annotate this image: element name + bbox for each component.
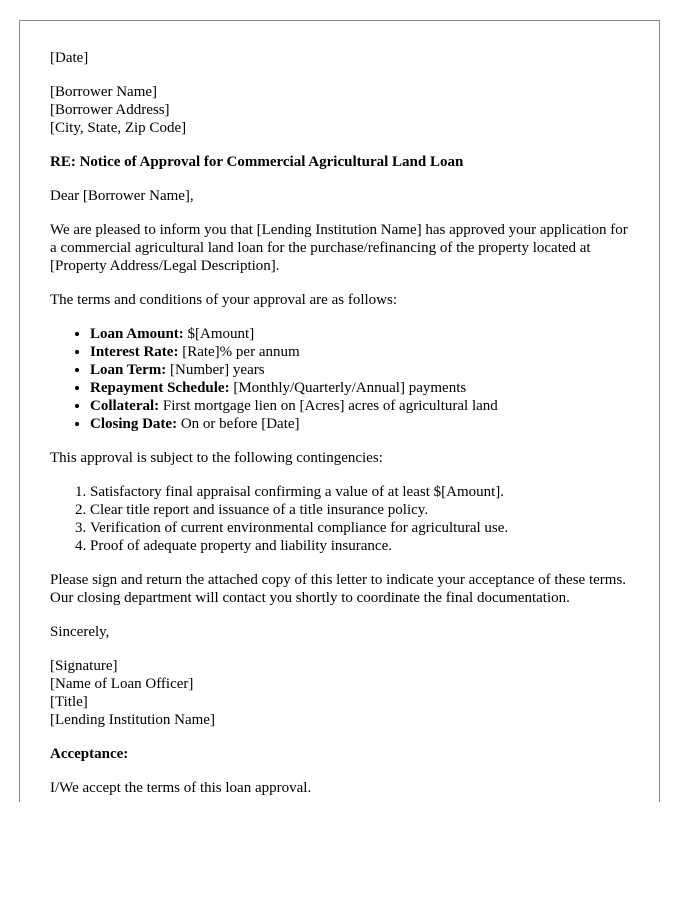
term-label: Closing Date: [90,416,178,432]
terms-intro: The terms and conditions of your approval are as follows: [50,292,397,308]
term-value: [Number] years [166,362,265,378]
lending-institution: [Lending Institution Name] [50,712,215,728]
borrower-address: [Borrower Address] [50,102,170,118]
term-item-interest-rate [90,343,635,361]
term-item-collateral [90,397,635,415]
signature-line: [Signature] [50,658,118,674]
contingency-item: 1. Satisfactory final appraisal confirming a value of at least $[Amount]. [90,483,635,501]
signature-block [50,657,635,729]
term-item-closing-date [90,415,635,433]
term-label: Loan Term: [90,362,167,378]
letter-page [19,20,660,802]
term-item-repayment-schedule [90,379,635,397]
salutation: Dear [Borrower Name], [50,188,194,204]
letter-content [50,49,635,797]
contingency-item: 3. Verification of current environmental compliance for agricultural use. [90,519,635,537]
term-label: Collateral: [90,398,160,414]
contingencies-intro: This approval is subject to the following contingencies: [50,450,383,466]
acceptance-text: I/We accept the terms of this loan approval. [50,780,312,796]
term-item-loan-term [90,361,635,379]
borrower-city-state-zip: [City, State, Zip Code] [50,120,187,136]
contingency-item: 4. Proof of adequate property and liability insurance. [90,537,635,555]
closing-paragraph: Please sign and return the attached copy of this letter to indicate your acceptance of these terms. Our closing department will contact you shortly to coordinate the final documentation. [50,572,627,606]
term-label: Interest Rate: [90,344,179,360]
intro-paragraph: We are pleased to inform you that [Lending Institution Name] has approved your application for a commercial agricultural land loan for the purchase/refinancing of the property located at [Property Address/Legal Description]. [50,222,628,274]
term-value: On or before [Date] [177,416,300,432]
contingency-item: 2. Clear title report and issuance of a title insurance policy. [90,501,635,519]
term-value: [Rate]% per annum [178,344,300,360]
term-label: Repayment Schedule: [90,380,230,396]
term-value: $[Amount] [183,326,255,342]
loan-officer-name: [Name of Loan Officer] [50,676,194,692]
borrower-address-block [50,83,635,137]
contingencies-list [50,483,635,555]
term-value: First mortgage lien on [Acres] acres of agricultural land [159,398,498,414]
borrower-name: [Borrower Name] [50,84,158,100]
acceptance-heading: Acceptance: [50,746,129,762]
term-item-loan-amount [90,325,635,343]
subject-line: RE: Notice of Approval for Commercial Agricultural Land Loan [50,154,464,170]
term-label: Loan Amount: [90,326,184,342]
term-value: [Monthly/Quarterly/Annual] payments [229,380,467,396]
terms-list [50,325,635,433]
sign-off: Sincerely, [50,624,110,640]
loan-officer-title: [Title] [50,694,88,710]
date-line: [Date] [50,50,89,66]
